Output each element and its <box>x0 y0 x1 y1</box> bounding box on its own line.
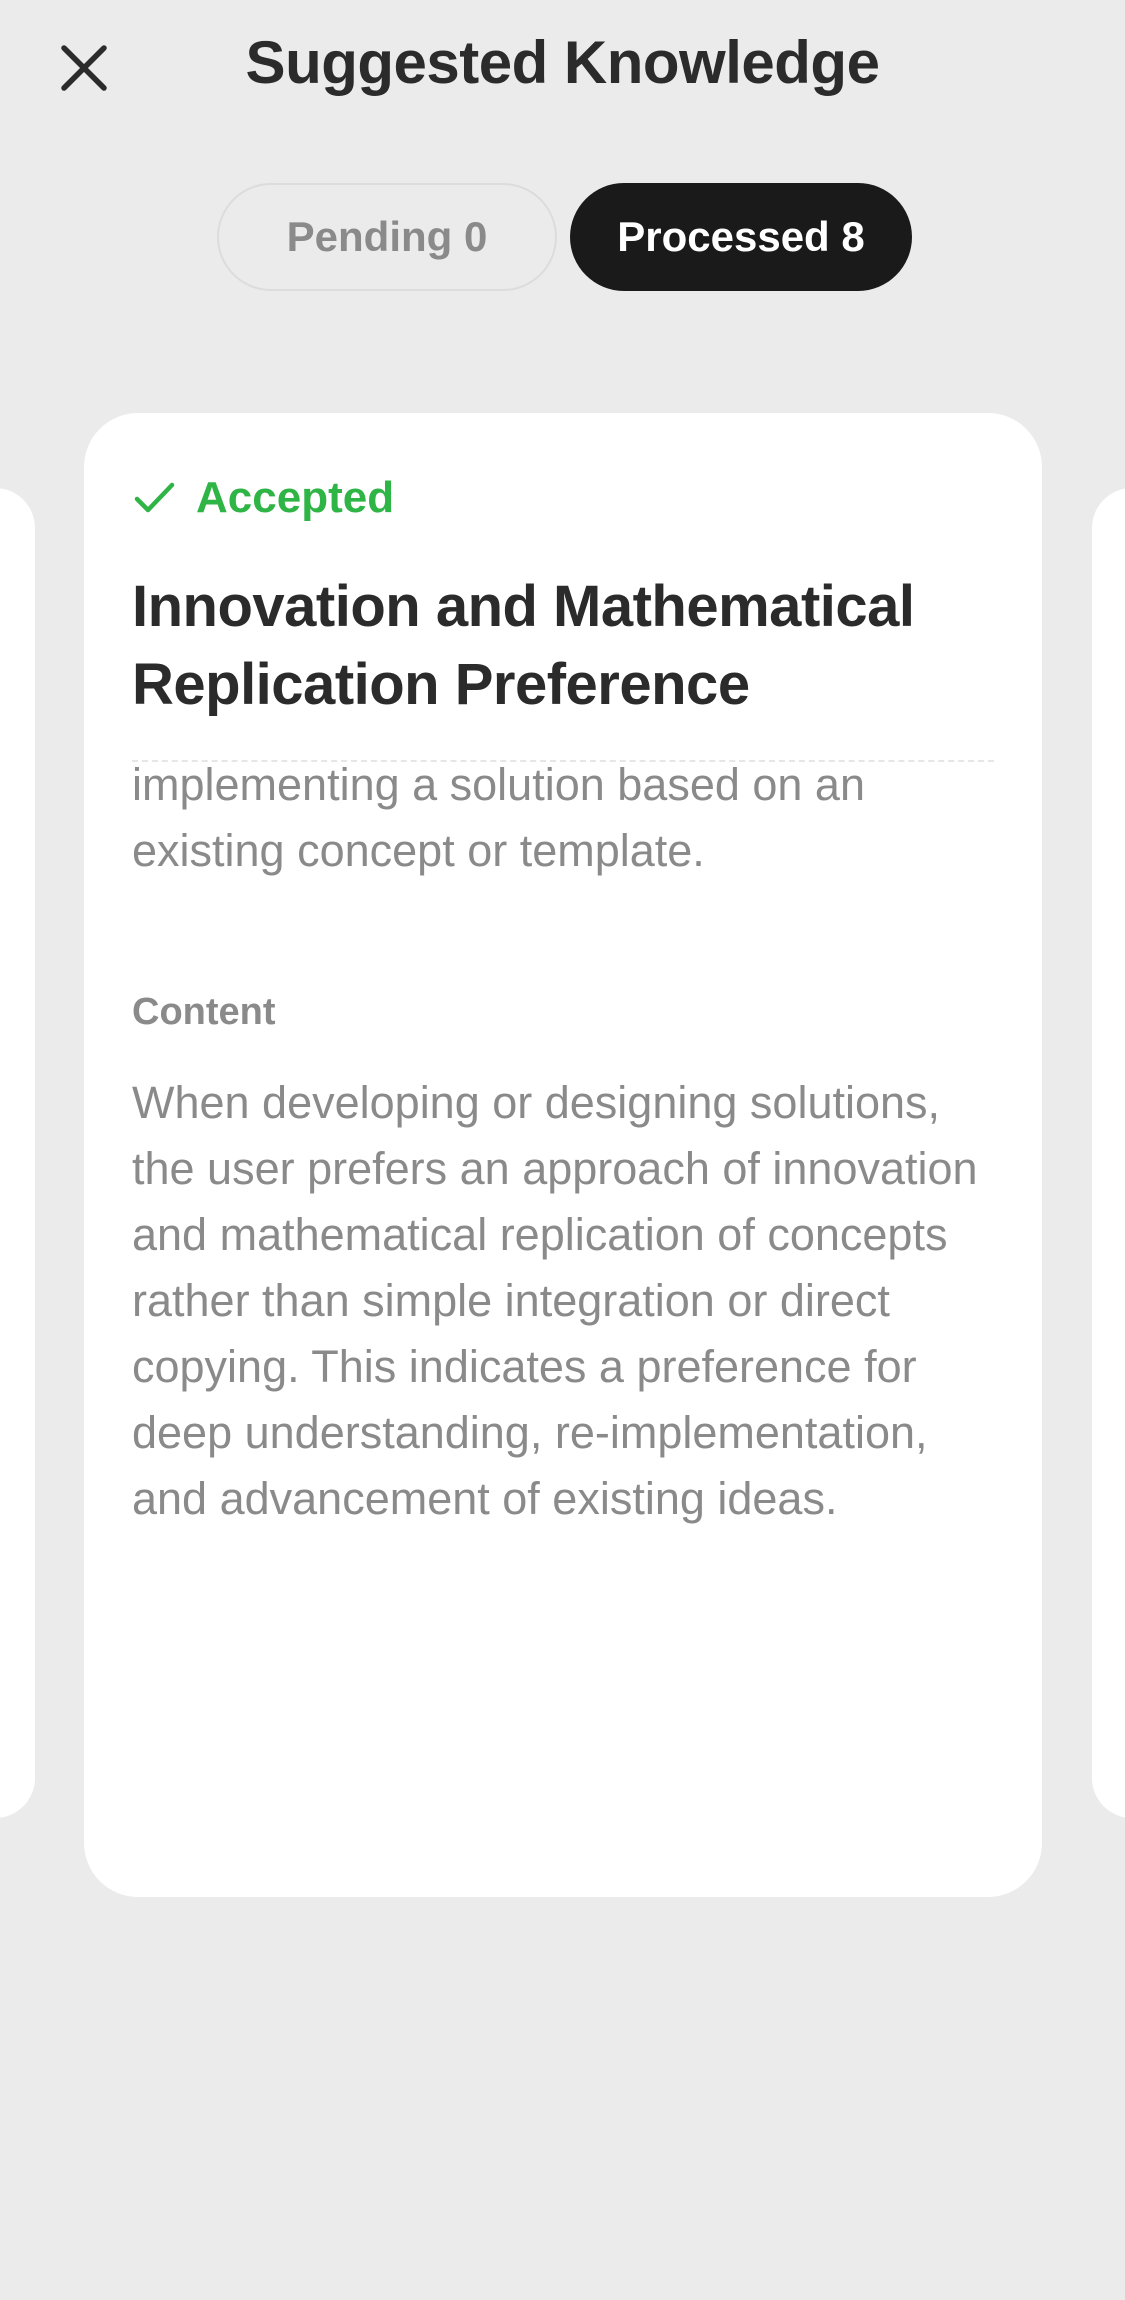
next-card-peek[interactable] <box>1092 488 1125 1818</box>
checkmark-icon <box>132 476 176 520</box>
status-badge <box>132 473 394 523</box>
card-scroll-area[interactable] <box>132 762 1012 1862</box>
header <box>0 0 1125 140</box>
description-text: implementing a solution based on an existing concept or template. <box>132 762 865 876</box>
tab-bar <box>217 183 912 291</box>
content-label: Content <box>132 991 276 1033</box>
card-title: Innovation and Mathematical Replication Preference <box>132 574 915 717</box>
page-title: Suggested Knowledge <box>245 29 880 96</box>
status-label: Accepted <box>196 473 395 522</box>
previous-card-peek[interactable] <box>0 488 35 1818</box>
knowledge-card <box>84 413 1042 1897</box>
tab-processed[interactable]: Processed 8 <box>570 183 912 291</box>
tab-pending[interactable]: Pending 0 <box>217 183 557 291</box>
content-text: When developing or designing solutions, the user prefers an approach of innovation and mathematical replication of concepts rather than simple integration or direct copying. This indicates a preference for deep understanding, re-implementation, and advancement of existing ideas. <box>132 1077 978 1524</box>
